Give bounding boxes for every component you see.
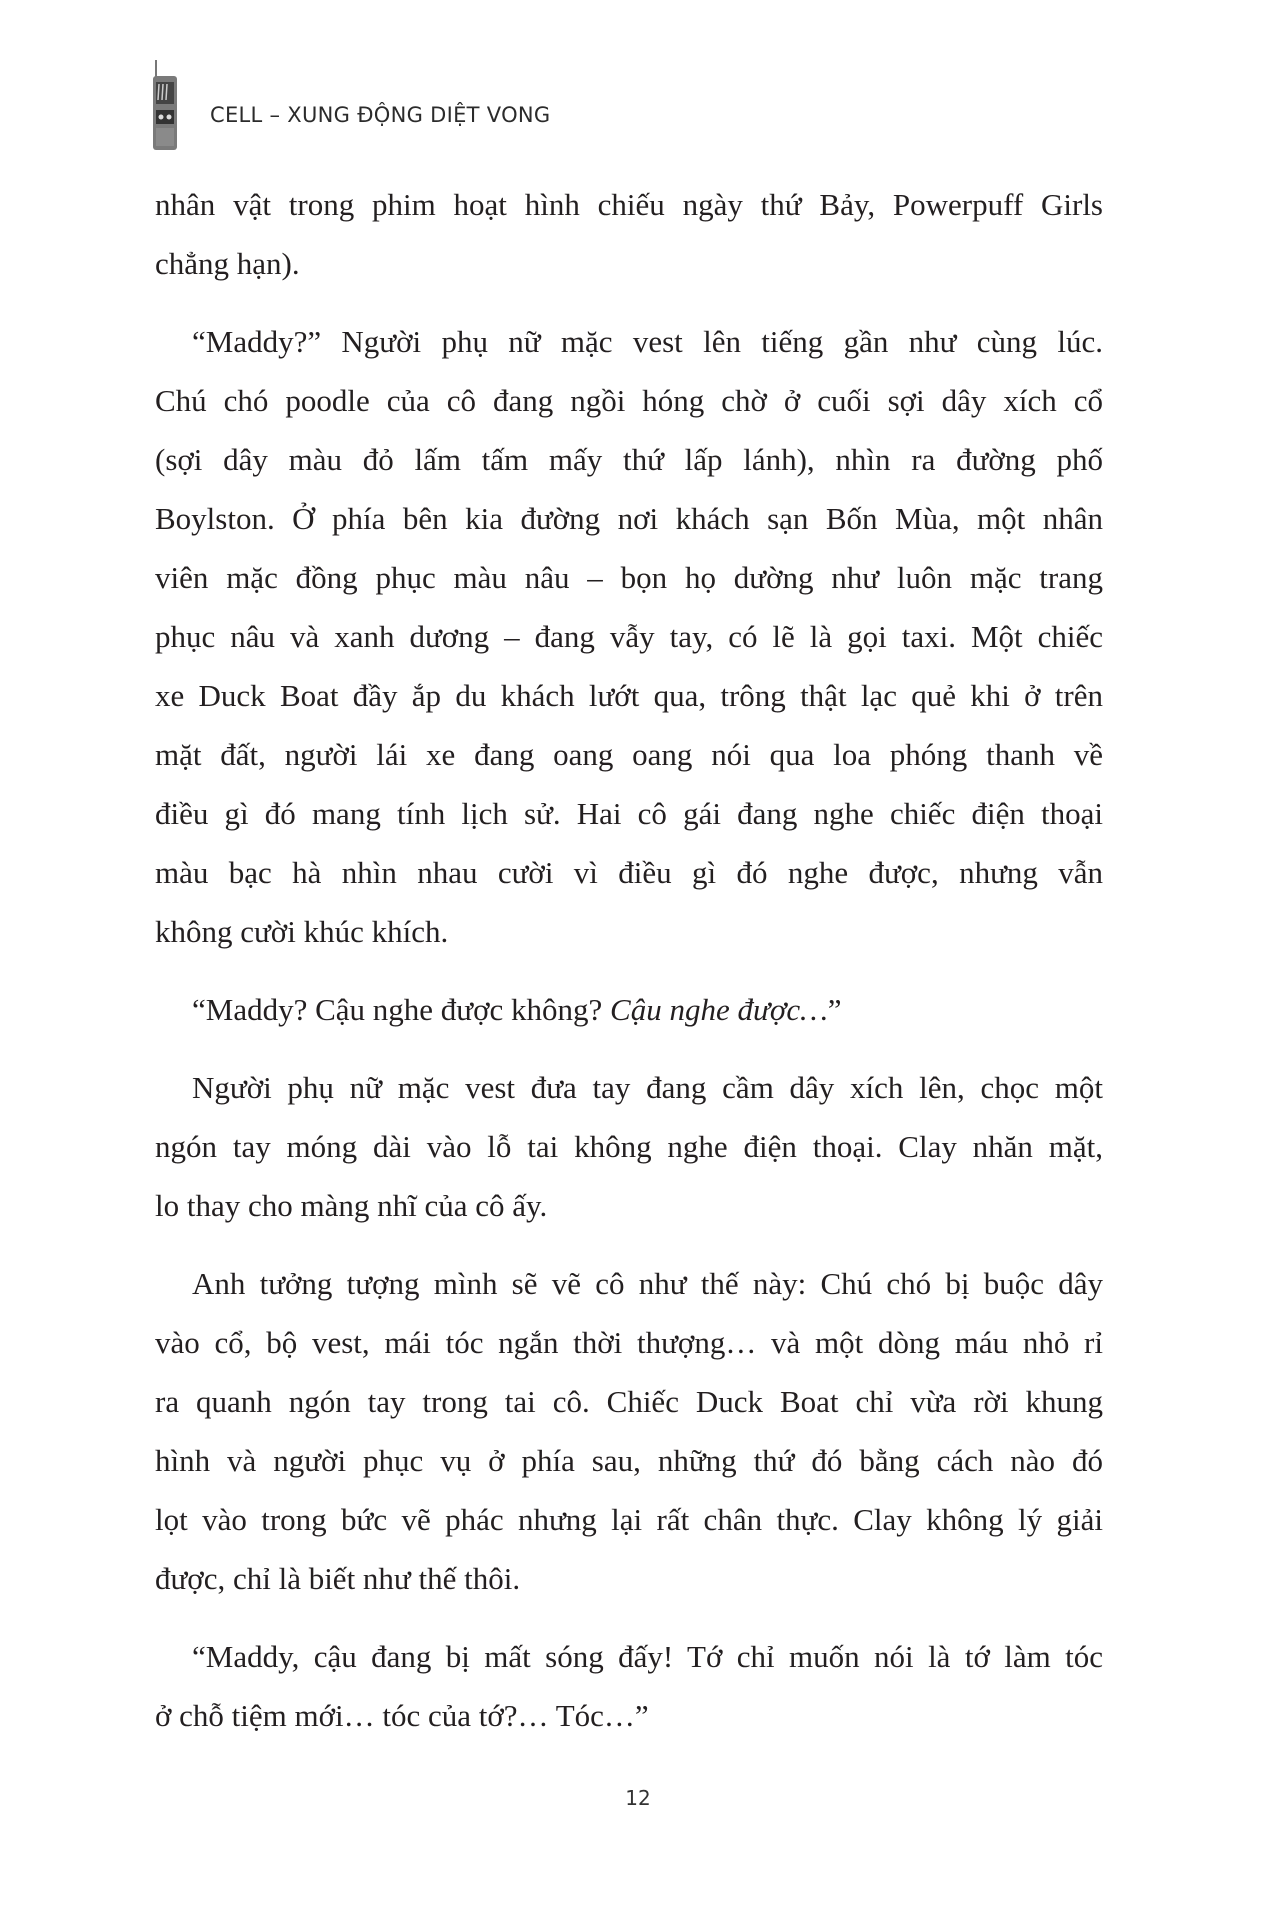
text-line: hình và người phục vụ ở phía sau, những thứ đó bằng cách nào đó [155,1443,1103,1478]
text-line: mặt đất, người lái xe đang oang oang nói qua loa phóng thanh về [155,737,1103,772]
text-line: lọt vào trong bức vẽ phác nhưng lại rất chân thực. Clay không lý giải [155,1502,1103,1537]
text-line: điều gì đó mang tính lịch sử. Hai cô gái đang nghe chiếc điện thoại [155,796,1103,831]
text-line: không cười khúc khích. [155,914,449,949]
text-line: được, chỉ là biết như thế thôi. [155,1561,521,1596]
text-line: (sợi dây màu đỏ lấm tấm mấy thứ lấp lánh), nhìn ra đường phố [155,442,1103,477]
paragraph [155,980,1103,1039]
paragraph [155,1058,1103,1235]
text-line: phục nâu và xanh dương – đang vẫy tay, có lẽ là gọi taxi. Một chiếc [155,619,1103,654]
text-line: ngón tay móng dài vào lỗ tai không nghe điện thoại. Clay nhăn mặt, [155,1129,1103,1164]
text-line: “Maddy?” Người phụ nữ mặc vest lên tiếng gần như cùng lúc. [192,324,1103,359]
text-line: lo thay cho màng nhĩ của cô ấy. [155,1188,548,1223]
text-line: “Maddy, cậu đang bị mất sóng đấy! Tớ chỉ muốn nói là tớ làm tóc [192,1639,1103,1674]
text-line: viên mặc đồng phục màu nâu – bọn họ dường như luôn mặc trang [155,560,1103,595]
running-header [152,58,551,154]
paragraph [155,1254,1103,1608]
text-line: Boylston. Ở phía bên kia đường nơi khách sạn Bốn Mùa, một nhân [155,501,1103,536]
cell-phone-icon [152,60,178,152]
text-line: ở chỗ tiệm mới… tóc của tớ?… Tóc…” [155,1698,649,1733]
text-line: chẳng hạn). [155,246,300,281]
paragraph [155,312,1103,961]
paragraph [155,1627,1103,1745]
paragraph [155,175,1103,293]
text-line: “Maddy? Cậu nghe được không? Cậu nghe được…” [192,992,842,1027]
page-body [155,175,1103,1764]
text-line: vào cổ, bộ vest, mái tóc ngắn thời thượng… và một dòng máu nhỏ rỉ [155,1325,1103,1360]
text-line: nhân vật trong phim hoạt hình chiếu ngày thứ Bảy, Powerpuff Girls [155,187,1103,222]
text-line: màu bạc hà nhìn nhau cười vì điều gì đó nghe được, nhưng vẫn [155,855,1103,890]
book-title: CELL – XUNG ĐỘNG DIỆT VONG [210,103,551,127]
text-line: Anh tưởng tượng mình sẽ vẽ cô như thế này: Chú chó bị buộc dây [192,1266,1103,1301]
text-line: Người phụ nữ mặc vest đưa tay đang cầm dây xích lên, chọc một [192,1070,1103,1105]
text-line: xe Duck Boat đầy ắp du khách lướt qua, trông thật lạc quẻ khi ở trên [155,678,1103,713]
text-line: Chú chó poodle của cô đang ngồi hóng chờ ở cuối sợi dây xích cổ [155,383,1103,418]
page-number: 12 [625,1786,651,1810]
text-line: ra quanh ngón tay trong tai cô. Chiếc Duck Boat chỉ vừa rời khung [155,1384,1103,1419]
